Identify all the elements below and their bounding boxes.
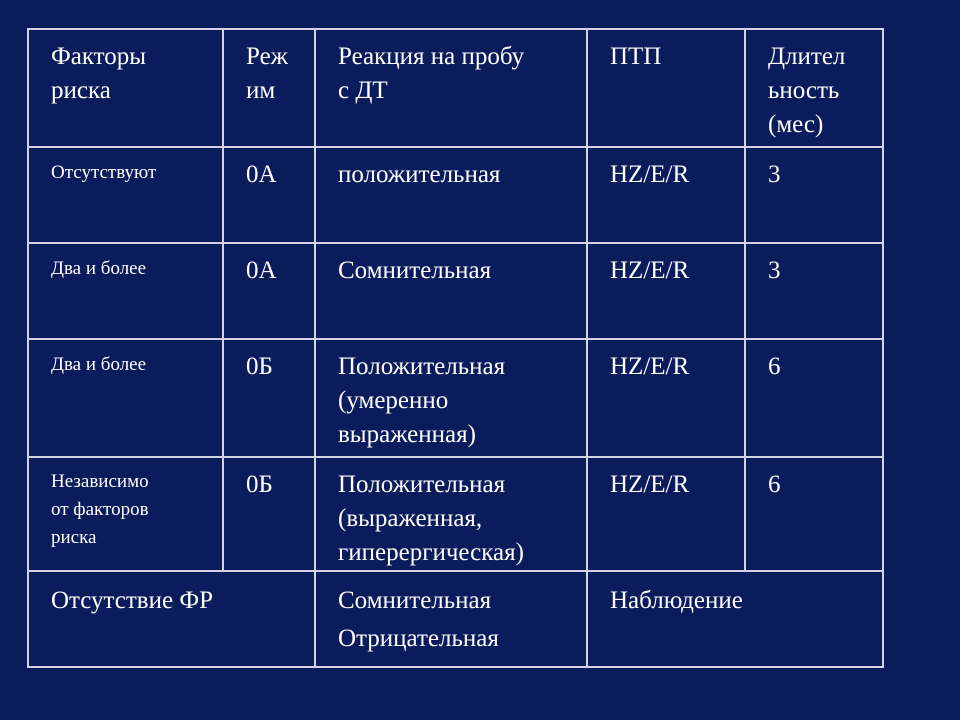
cell-mode: 0Б <box>223 457 315 571</box>
cell-duration: 6 <box>745 457 883 571</box>
header-ptp: ПТП <box>587 29 745 147</box>
table-row <box>28 571 883 667</box>
cell-risk-factors: Отсутствуют <box>28 147 223 243</box>
header-duration: Длител ьность (мес) <box>745 29 883 147</box>
cell-ptp: HZ/E/R <box>587 457 745 571</box>
cell-risk-factors: Два и более <box>28 339 223 457</box>
header-risk-factors: Факторы риска <box>28 29 223 147</box>
cell-reaction: Сомнительная Отрицательная <box>315 571 587 667</box>
cell-duration: 3 <box>745 147 883 243</box>
cell-mode: 0Б <box>223 339 315 457</box>
table-row <box>28 457 883 571</box>
cell-mode: 0А <box>223 147 315 243</box>
cell-risk-factors: Два и более <box>28 243 223 339</box>
table-row <box>28 147 883 243</box>
cell-duration: 3 <box>745 243 883 339</box>
treatment-table <box>27 28 884 668</box>
cell-ptp: HZ/E/R <box>587 243 745 339</box>
header-reaction: Реакция на пробу с ДТ <box>315 29 587 147</box>
cell-reaction: положительная <box>315 147 587 243</box>
cell-reaction: Сомнительная <box>315 243 587 339</box>
cell-duration: 6 <box>745 339 883 457</box>
header-mode: Реж им <box>223 29 315 147</box>
cell-ptp: HZ/E/R <box>587 147 745 243</box>
cell-reaction: Положительная (выраженная, гиперергическая) <box>315 457 587 571</box>
cell-risk-factors: Независимо от факторов риска <box>28 457 223 571</box>
cell-ptp: HZ/E/R <box>587 339 745 457</box>
cell-risk-factors: Отсутствие ФР <box>28 571 315 667</box>
table-header-row <box>28 29 883 147</box>
table-row <box>28 243 883 339</box>
table-row <box>28 339 883 457</box>
cell-ptp: Наблюдение <box>587 571 883 667</box>
cell-mode: 0А <box>223 243 315 339</box>
cell-reaction: Положительная (умеренно выраженная) <box>315 339 587 457</box>
